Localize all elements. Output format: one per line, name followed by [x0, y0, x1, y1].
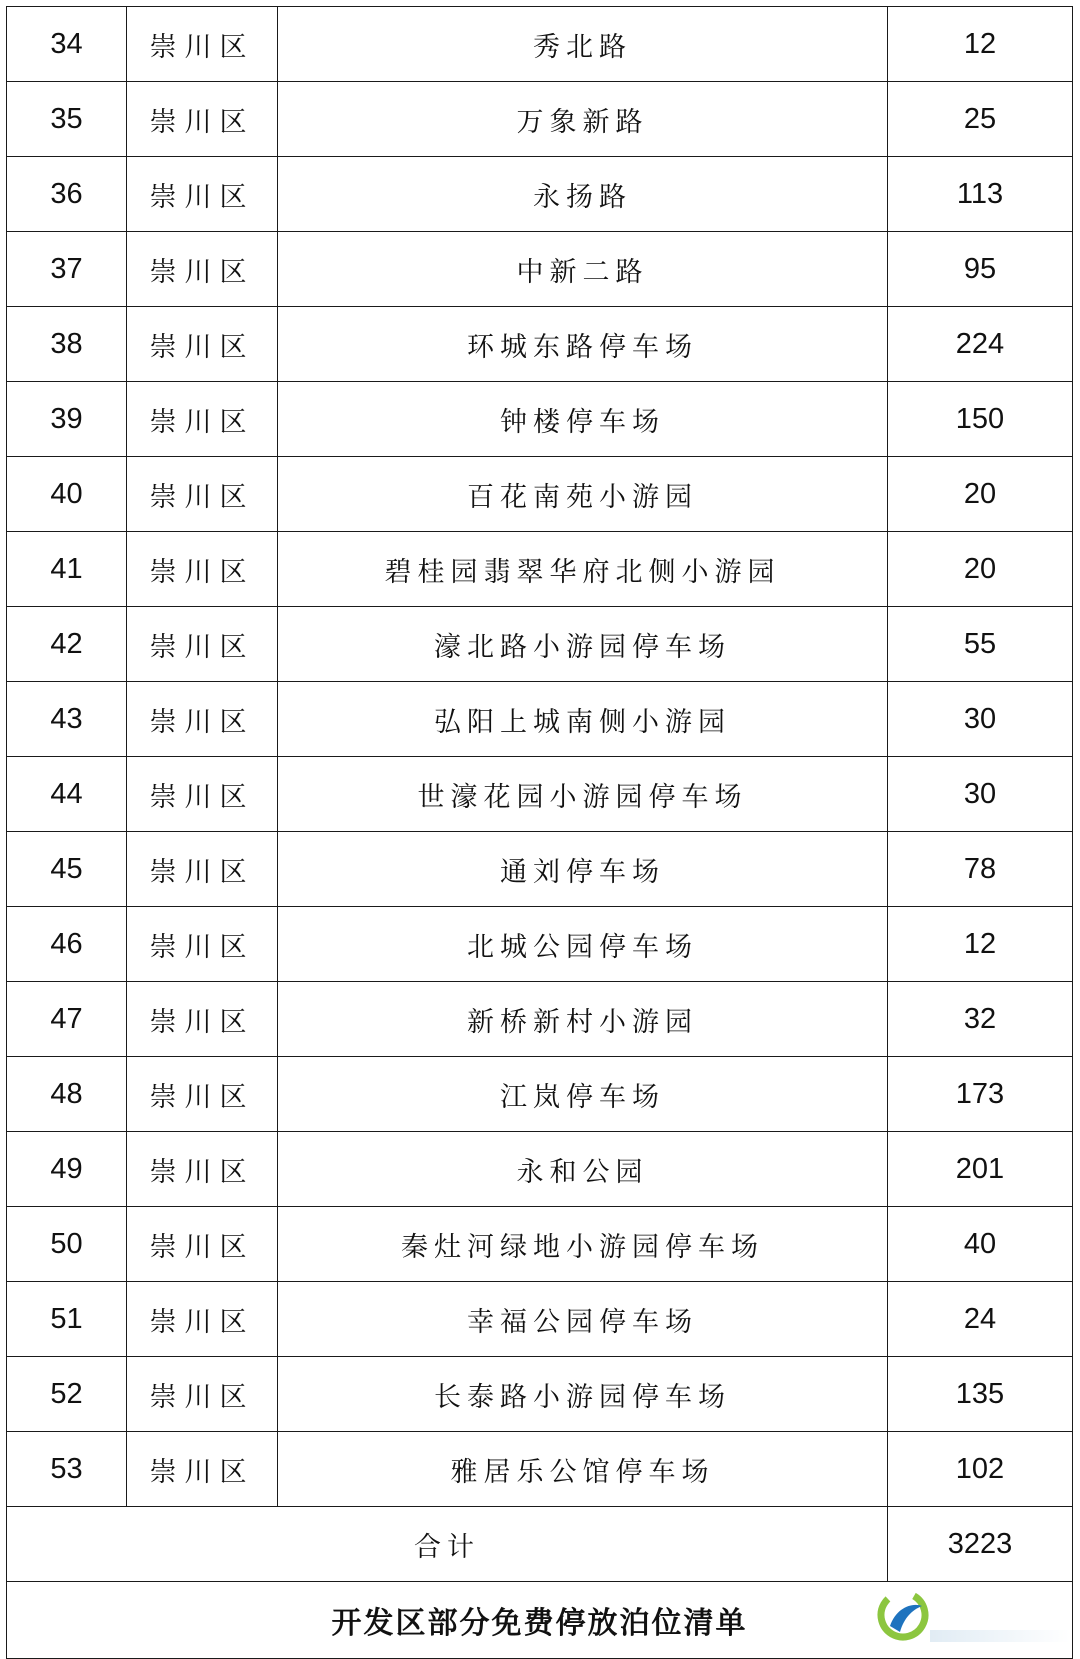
space-count-cell: 95 [888, 232, 1073, 307]
table-row [7, 1282, 1073, 1357]
table-row [7, 1132, 1073, 1207]
district-cell: 崇川区 [127, 1282, 278, 1357]
location-cell: 永和公园 [278, 1132, 888, 1207]
location-cell: 雅居乐公馆停车场 [278, 1432, 888, 1507]
parking-table [6, 6, 1073, 1659]
district-cell: 崇川区 [127, 982, 278, 1057]
location-cell: 钟楼停车场 [278, 382, 888, 457]
space-count-cell: 150 [888, 382, 1073, 457]
table-row [7, 7, 1073, 82]
space-count-cell: 32 [888, 982, 1073, 1057]
space-count-cell: 78 [888, 832, 1073, 907]
district-cell: 崇川区 [127, 607, 278, 682]
location-cell: 江岚停车场 [278, 1057, 888, 1132]
location-cell: 环城东路停车场 [278, 307, 888, 382]
district-cell: 崇川区 [127, 307, 278, 382]
space-count-cell: 201 [888, 1132, 1073, 1207]
location-cell: 百花南苑小游园 [278, 457, 888, 532]
space-count-cell: 102 [888, 1432, 1073, 1507]
location-cell: 中新二路 [278, 232, 888, 307]
district-cell: 崇川区 [127, 382, 278, 457]
row-number: 34 [7, 7, 127, 82]
location-cell: 濠北路小游园停车场 [278, 607, 888, 682]
district-cell: 崇川区 [127, 82, 278, 157]
row-number: 43 [7, 682, 127, 757]
district-cell: 崇川区 [127, 232, 278, 307]
table-row [7, 157, 1073, 232]
location-cell: 永扬路 [278, 157, 888, 232]
space-count-cell: 20 [888, 532, 1073, 607]
total-value: 3223 [888, 1507, 1073, 1582]
row-number: 45 [7, 832, 127, 907]
row-number: 46 [7, 907, 127, 982]
district-cell: 崇川区 [127, 1207, 278, 1282]
row-number: 47 [7, 982, 127, 1057]
table-row [7, 1432, 1073, 1507]
district-cell: 崇川区 [127, 1357, 278, 1432]
total-label: 合计 [7, 1507, 888, 1582]
row-number: 49 [7, 1132, 127, 1207]
district-cell: 崇川区 [127, 1432, 278, 1507]
row-number: 50 [7, 1207, 127, 1282]
location-cell: 通刘停车场 [278, 832, 888, 907]
table-row [7, 682, 1073, 757]
row-number: 41 [7, 532, 127, 607]
space-count-cell: 224 [888, 307, 1073, 382]
location-cell: 北城公园停车场 [278, 907, 888, 982]
space-count-cell: 40 [888, 1207, 1073, 1282]
location-cell: 长泰路小游园停车场 [278, 1357, 888, 1432]
district-cell: 崇川区 [127, 532, 278, 607]
watermark-text-band [930, 1630, 1070, 1642]
space-count-cell: 135 [888, 1357, 1073, 1432]
district-cell: 崇川区 [127, 907, 278, 982]
location-cell: 弘阳上城南侧小游园 [278, 682, 888, 757]
district-cell: 崇川区 [127, 682, 278, 757]
row-number: 51 [7, 1282, 127, 1357]
space-count-cell: 55 [888, 607, 1073, 682]
district-cell: 崇川区 [127, 7, 278, 82]
district-cell: 崇川区 [127, 457, 278, 532]
location-cell: 万象新路 [278, 82, 888, 157]
table-row [7, 532, 1073, 607]
location-cell: 幸福公园停车场 [278, 1282, 888, 1357]
table-row [7, 907, 1073, 982]
table-row [7, 832, 1073, 907]
district-cell: 崇川区 [127, 1057, 278, 1132]
space-count-cell: 30 [888, 757, 1073, 832]
row-number: 42 [7, 607, 127, 682]
location-cell: 世濠花园小游园停车场 [278, 757, 888, 832]
row-number: 35 [7, 82, 127, 157]
space-count-cell: 24 [888, 1282, 1073, 1357]
table-row [7, 1057, 1073, 1132]
row-number: 40 [7, 457, 127, 532]
table-row [7, 457, 1073, 532]
space-count-cell: 12 [888, 7, 1073, 82]
space-count-cell: 25 [888, 82, 1073, 157]
district-cell: 崇川区 [127, 157, 278, 232]
space-count-cell: 113 [888, 157, 1073, 232]
table-row [7, 382, 1073, 457]
table-row [7, 1357, 1073, 1432]
table-row [7, 757, 1073, 832]
site-logo-icon [876, 1588, 930, 1642]
space-count-cell: 30 [888, 682, 1073, 757]
table-body [7, 7, 1073, 1659]
row-number: 37 [7, 232, 127, 307]
next-section-title: 开发区部分免费停放泊位清单 [7, 1582, 1073, 1659]
space-count-cell: 12 [888, 907, 1073, 982]
location-cell: 碧桂园翡翠华府北侧小游园 [278, 532, 888, 607]
total-row [7, 1507, 1073, 1582]
row-number: 48 [7, 1057, 127, 1132]
space-count-cell: 173 [888, 1057, 1073, 1132]
district-cell: 崇川区 [127, 1132, 278, 1207]
space-count-cell: 20 [888, 457, 1073, 532]
row-number: 52 [7, 1357, 127, 1432]
row-number: 39 [7, 382, 127, 457]
table-row [7, 607, 1073, 682]
row-number: 38 [7, 307, 127, 382]
location-cell: 秦灶河绿地小游园停车场 [278, 1207, 888, 1282]
location-cell: 秀北路 [278, 7, 888, 82]
table-row [7, 307, 1073, 382]
location-cell: 新桥新村小游园 [278, 982, 888, 1057]
table-row [7, 82, 1073, 157]
table-row [7, 232, 1073, 307]
table-row [7, 982, 1073, 1057]
table-row [7, 1207, 1073, 1282]
row-number: 53 [7, 1432, 127, 1507]
row-number: 44 [7, 757, 127, 832]
row-number: 36 [7, 157, 127, 232]
district-cell: 崇川区 [127, 832, 278, 907]
district-cell: 崇川区 [127, 757, 278, 832]
